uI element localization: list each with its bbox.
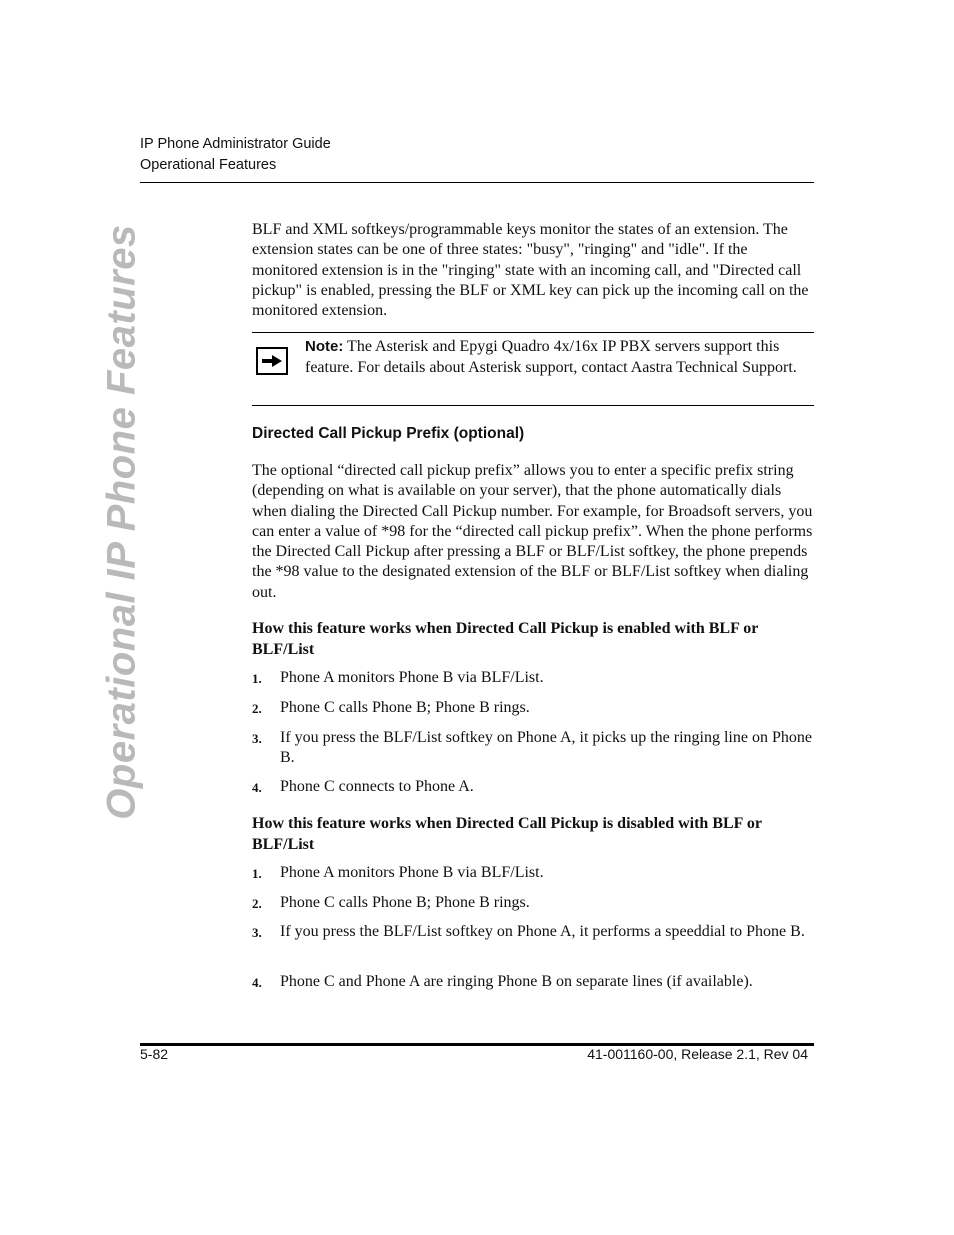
section-heading: Directed Call Pickup Prefix (optional) <box>252 425 525 442</box>
step-text: Phone C and Phone A are ringing Phone B on separate lines (if available). <box>280 973 753 990</box>
header-divider <box>140 182 814 183</box>
step-text: Phone C connects to Phone A. <box>280 778 474 795</box>
step-text: Phone A monitors Phone B via BLF/List. <box>280 864 544 881</box>
side-chapter-title: Operational IP Phone Features <box>99 224 144 820</box>
section-paragraph: The optional “directed call pickup prefix” allows you to enter a specific prefix string (depending on what is available on your server), that the phone automatically dials when dialing the Directed Call Pickup number. For example, for Broadsoft servers, you can enter a value of *98 for the “directed call pickup prefix”. When the phone performs the Directed Call Pickup after pressing a BLF or BLF/List softkey, the phone prepends the *98 value to the designated extension of the BLF or BLF/List softkey when dialing out. <box>252 462 813 601</box>
document-id: 41-001160-00, Release 2.1, Rev 04 <box>587 1046 808 1062</box>
page-number: 5-82 <box>140 1046 169 1062</box>
step-number: 1. <box>252 866 262 881</box>
step-number: 1. <box>252 671 262 686</box>
enabled-heading: How this feature works when Directed Call Pickup is enabled with BLF or BLF/List <box>252 620 759 658</box>
note-box <box>252 332 814 406</box>
step-number: 4. <box>252 780 262 795</box>
step-number: 3. <box>252 731 262 746</box>
step-number: 4. <box>252 975 262 990</box>
header-guide-title: IP Phone Administrator Guide <box>140 136 331 152</box>
step-text: If you press the BLF/List softkey on Phone A, it picks up the ringing line on Phone B. <box>280 729 812 767</box>
step-text: Phone C calls Phone B; Phone B rings. <box>280 699 530 716</box>
header-chapter-title: Operational Features <box>140 157 277 173</box>
step-text: If you press the BLF/List softkey on Phone A, it performs a speeddial to Phone B. <box>280 923 805 940</box>
note-label: Note: <box>305 338 344 355</box>
right-arrow-icon <box>256 347 288 375</box>
disabled-heading: How this feature works when Directed Call Pickup is disabled with BLF or BLF/List <box>252 815 762 853</box>
step-text: Phone C calls Phone B; Phone B rings. <box>280 894 530 911</box>
step-number: 3. <box>252 925 262 940</box>
running-header <box>140 134 814 176</box>
step-number: 2. <box>252 701 262 716</box>
note-body: The Asterisk and Epygi Quadro 4x/16x IP PBX servers support this feature. For details about Asterisk support, contact Aastra Technical Support. <box>305 338 797 376</box>
intro-paragraph: BLF and XML softkeys/programmable keys monitor the states of an extension. The extension states can be one of three states: "busy", "ringing" and "idle". If the monitored extension is in the "ringing" state with an incoming call, and "Directed call pickup" is enabled, pressing the BLF or XML key can pick up the incoming call on the monitored extension. <box>252 221 809 320</box>
step-number: 2. <box>252 896 262 911</box>
note-text <box>305 337 810 378</box>
step-text: Phone A monitors Phone B via BLF/List. <box>280 669 544 686</box>
